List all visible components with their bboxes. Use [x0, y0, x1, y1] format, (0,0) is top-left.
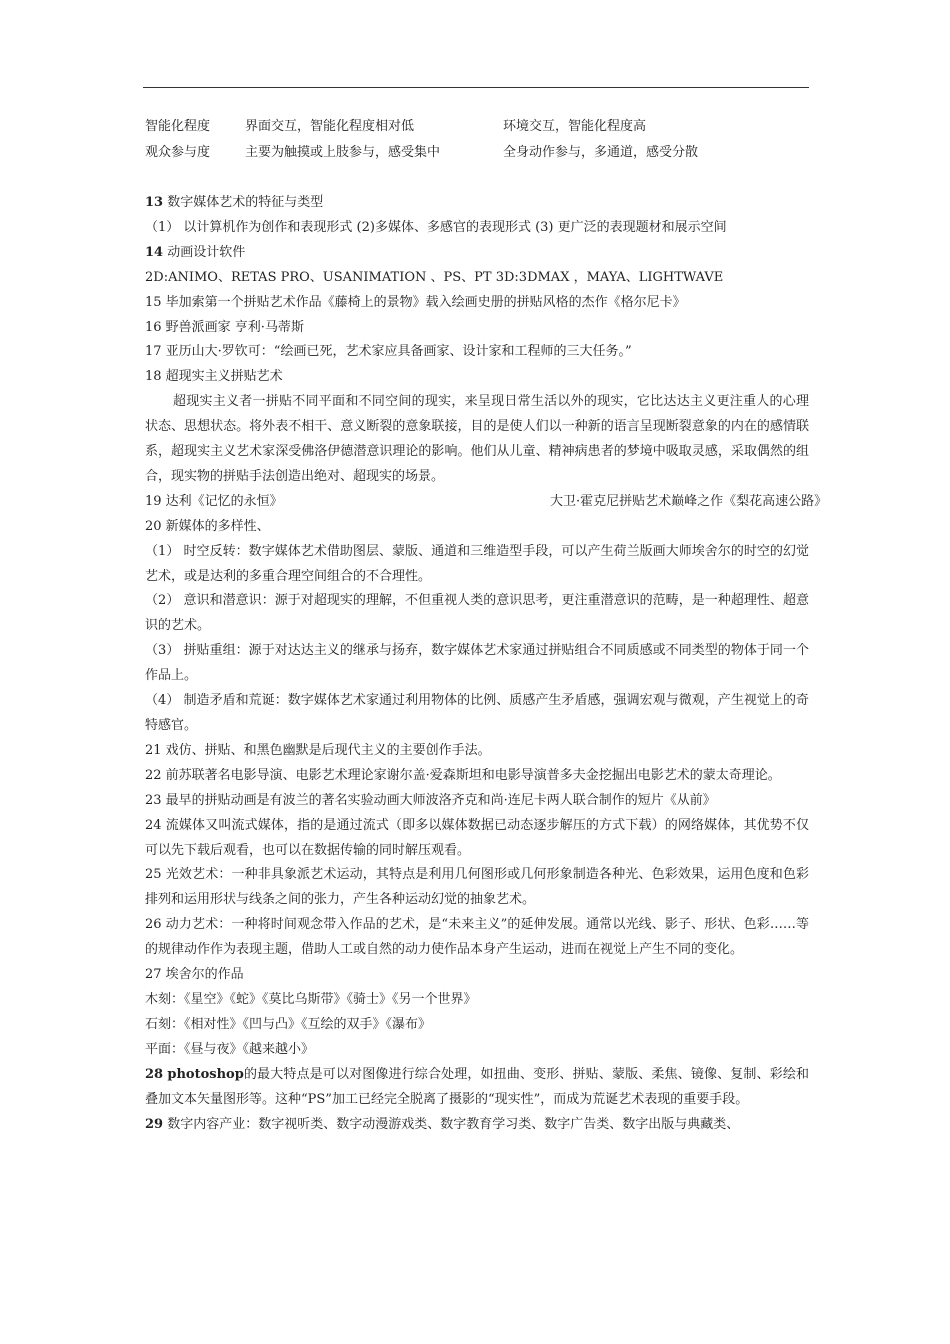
item-20-point-2: （2） 意识和潜意识：源于对超现实的理解，不但重视人类的意识思考，更注重潜意识的范畴，是一种超理性、超意识的艺术。: [145, 593, 809, 634]
item-27-lithographs: 石刻：《相对性》《凹与凸》《互绘的双手》《瀑布》: [145, 1016, 432, 1032]
item-25: 25 光效艺术：一种非具象派艺术运动，其特点是利用几何图形或几何形象制造各种光、色彩效果，运用色度和色彩排列和运用形状与线条之间的张力，产生各种运动幻觉的抽象艺术。: [145, 867, 809, 908]
item-21: 21 戏仿、拼贴、和黑色幽默是后现代主义的主要创作手法。: [145, 742, 491, 758]
item-16: 16 野兽派画家 亨利·马蒂斯: [145, 319, 304, 335]
item-27-woodcuts: 木刻：《星空》《蛇》《莫比乌斯带》《骑士》《另一个世界》: [145, 991, 477, 1007]
item-18-heading: 18 超现实主义拼贴艺术: [145, 369, 283, 385]
row-right-cell: 全身动作参与，多通道，感受分散: [503, 145, 699, 160]
item-23: 23 最早的拼贴动画是有波兰的著名实验动画大师波洛齐克和尚·连尼卡两人联合制作的短片《从前》: [145, 792, 716, 808]
item-15: 15 毕加索第一个拼贴艺术作品《藤椅上的景物》载入绘画史册的拼贴风格的杰作《格尔尼卡》: [145, 294, 686, 310]
row-left-cell: 主要为触摸或上肢参与，感受集中: [245, 145, 441, 160]
item-19-dali: 19 达利《记忆的永恒》: [145, 493, 283, 509]
item-24: 24 流媒体又叫流式媒体，指的是通过流式（即多以媒体数据已动态逐步解压的方式下载）的网络媒体，其优势不仅可以先下载后观看，也可以在数据传输的同时解压观看。: [145, 817, 809, 858]
row-label: 观众参与度: [145, 145, 211, 160]
item-13-body: （1） 以计算机作为创作和表现形式 (2)多媒体、多感官的表现形式 (3) 更广泛的表现题材和展示空间: [145, 219, 727, 235]
item-20-point-4: （4） 制造矛盾和荒诞：数字媒体艺术家通过利用物体的比例、质感产生矛盾感，强调宏观与微观，产生视觉上的奇特感官。: [145, 693, 809, 734]
row-right-cell: 环境交互，智能化程度高: [503, 119, 647, 134]
item-27-heading: 27 埃舍尔的作品: [145, 967, 244, 983]
item-20-heading: 20 新媒体的多样性、: [145, 518, 270, 534]
item-28: 28 photoshop的最大特点是可以对图像进行综合处理，如扭曲、变形、拼贴、蒙版、柔焦、镜像、复制、彩绘和叠加文本矢量图形等。这种“PS”加工已经完全脱离了摄影的“现实性”，而成为荒诞艺术表现的重要手段。: [145, 1066, 809, 1107]
document-body: [145, 191, 828, 1137]
item-14-heading: 14 动画设计软件: [145, 244, 246, 260]
item-19: [145, 490, 828, 515]
item-17: 17 亚历山大·罗钦可：“绘画已死，艺术家应具备画家、设计家和工程师的三大任务。”: [145, 344, 632, 360]
item-29: 29 数字内容产业：数字视听类、数字动漫游戏类、数字教育学习类、数字广告类、数字出版与典藏类、: [145, 1116, 740, 1132]
header-rule: [143, 87, 809, 88]
item-27-flat-works: 平面：《昼与夜》《越来越小》: [145, 1041, 315, 1057]
item-26: 26 动力艺术：一种将时间观念带入作品的艺术，是“未来主义”的延伸发展。通常以光线、影子、形状、色彩……等的规律动作作为表现主题，借助人工或自然的动力使作品本身产生运动，进而在视觉上产生不同的变化。: [145, 917, 809, 958]
item-20-point-3: （3） 拼贴重组：源于对达达主义的继承与扬弃，数字媒体艺术家通过拼贴组合不同质感或不同类型的物体于同一个作品上。: [145, 643, 809, 684]
item-22: 22 前苏联著名电影导演、电影艺术理论家谢尔盖·爱森斯坦和电影导演普多夫金挖掘出电影艺术的蒙太奇理论。: [145, 767, 781, 783]
item-20-point-1: （1） 时空反转：数字媒体艺术借助图层、蒙版、通道和三维造型手段，可以产生荷兰版画大师埃舍尔的时空的幻觉艺术，或是达利的多重合理空间组合的不合理性。: [145, 543, 809, 584]
item-18-body: 超现实主义者一拼贴不同平面和不同空间的现实，来呈现日常生活以外的现实，它比达达主义更注重人的心理状态、思想状态。将外表不相干、意义断裂的意象联接，目的是使人们以一种新的语言呈现断裂意象的内在的感情联系，超现实主义艺术家深受佛洛伊德潜意识理论的影响。他们从儿童、精神病患者的梦境中吸取灵感，采取偶然的组合，现实物的拼贴手法创造出绝对、超现实的场景。: [145, 394, 809, 484]
row-left-cell: 界面交互，智能化程度相对低: [245, 119, 415, 134]
item-14-body: 2D:ANIMO、RETAS PRO、USANIMATION 、PS、PT 3D:3DMAX ，MAYA、LIGHTWAVE: [145, 269, 724, 285]
row-label: 智能化程度: [145, 119, 211, 134]
item-13-heading: 13 数字媒体艺术的特征与类型: [145, 195, 324, 210]
item-19-hockney: 大卫·霍克尼拼贴艺术巅峰之作《梨花高速公路》: [550, 493, 828, 509]
